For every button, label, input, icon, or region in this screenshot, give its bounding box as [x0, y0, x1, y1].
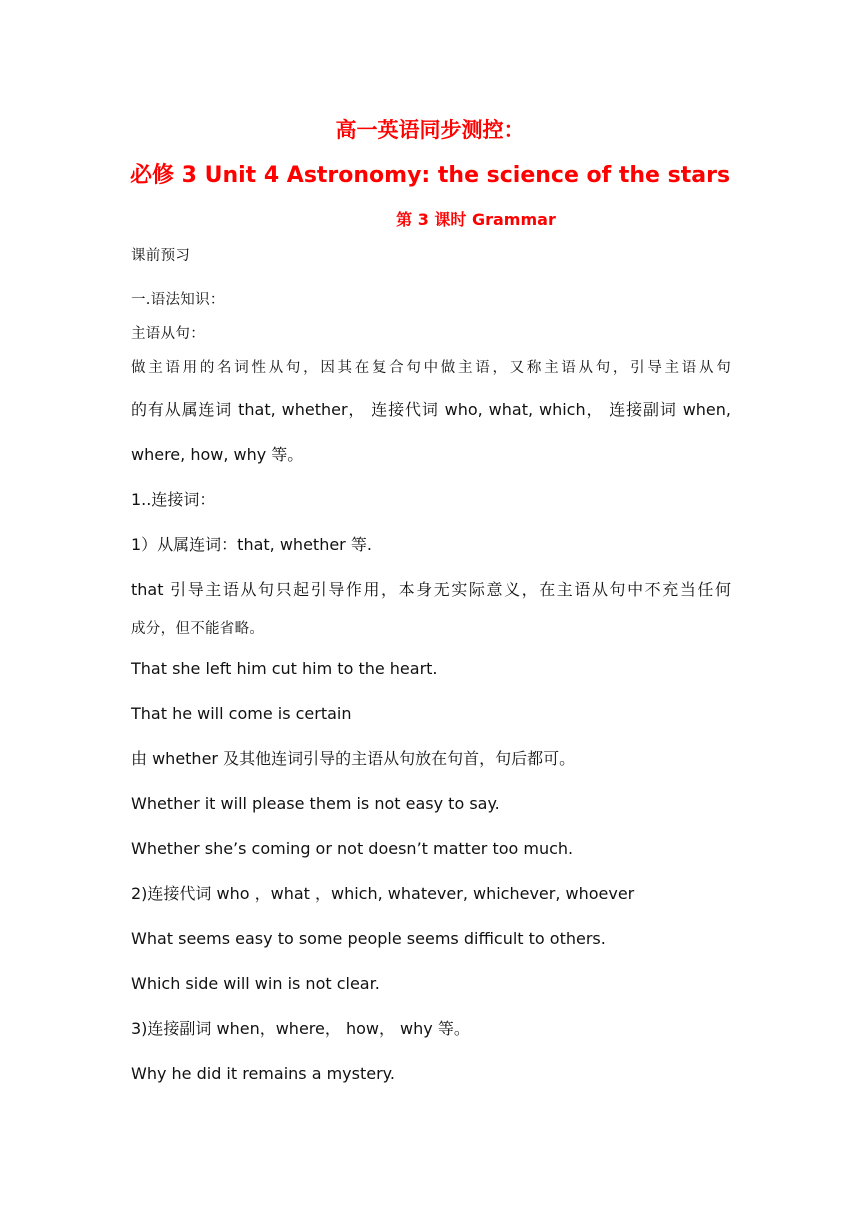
example-sentence: That she left him cut him to the heart. [131, 659, 438, 678]
document-title: 高一英语同步测控： [335, 117, 525, 142]
example-sentence: Whether it will please them is not easy to say. [131, 794, 500, 813]
paragraph-line: that 引导主语从句只起引导作用，本身无实际意义，在主语从句中不充当任何 [131, 580, 731, 599]
paragraph-line: 成分，但不能省略。 [131, 621, 265, 637]
paragraph-line: 的有从属连词 that, whether， 连接代词 who, what, which， 连接副词 when, [131, 400, 731, 419]
paragraph-line: 由 whether 及其他连词引导的主语从句放在句首，句后都可。 [131, 749, 576, 768]
lesson-title: 第 3 课时 Grammar [396, 210, 556, 229]
subheading-connectives: 1..连接词： [131, 490, 216, 509]
unit-title: 必修 3 Unit 4 Astronomy: the science of the stars [129, 163, 731, 188]
subheading-adverbs: 3)连接副词 when，where， how， why 等。 [131, 1019, 470, 1038]
example-sentence: Whether she’s coming or not doesn’t matter too much. [131, 839, 574, 858]
subheading-pronouns: 2)连接代词 who ，what ，which, whatever, whichever, whoever [131, 884, 635, 903]
paragraph-line: where, how, why 等。 [131, 445, 304, 464]
topic-heading-subject-clause: 主语从句： [131, 326, 205, 342]
example-sentence: Which side will win is not clear. [131, 974, 380, 993]
example-sentence: That he will come is certain [131, 704, 352, 723]
section-heading-preview: 课前预习 [131, 248, 191, 264]
paragraph-line: 做主语用的名词性从句，因其在复合句中做主语，又称主语从句，引导主语从句 [131, 360, 731, 376]
example-sentence: What seems easy to some people seems difficult to others. [131, 929, 606, 948]
subheading-subordinating: 1）从属连词：that, whether 等. [131, 535, 372, 554]
example-sentence: Why he did it remains a mystery. [131, 1064, 395, 1083]
section-heading-grammar: 一.语法知识： [131, 292, 225, 308]
